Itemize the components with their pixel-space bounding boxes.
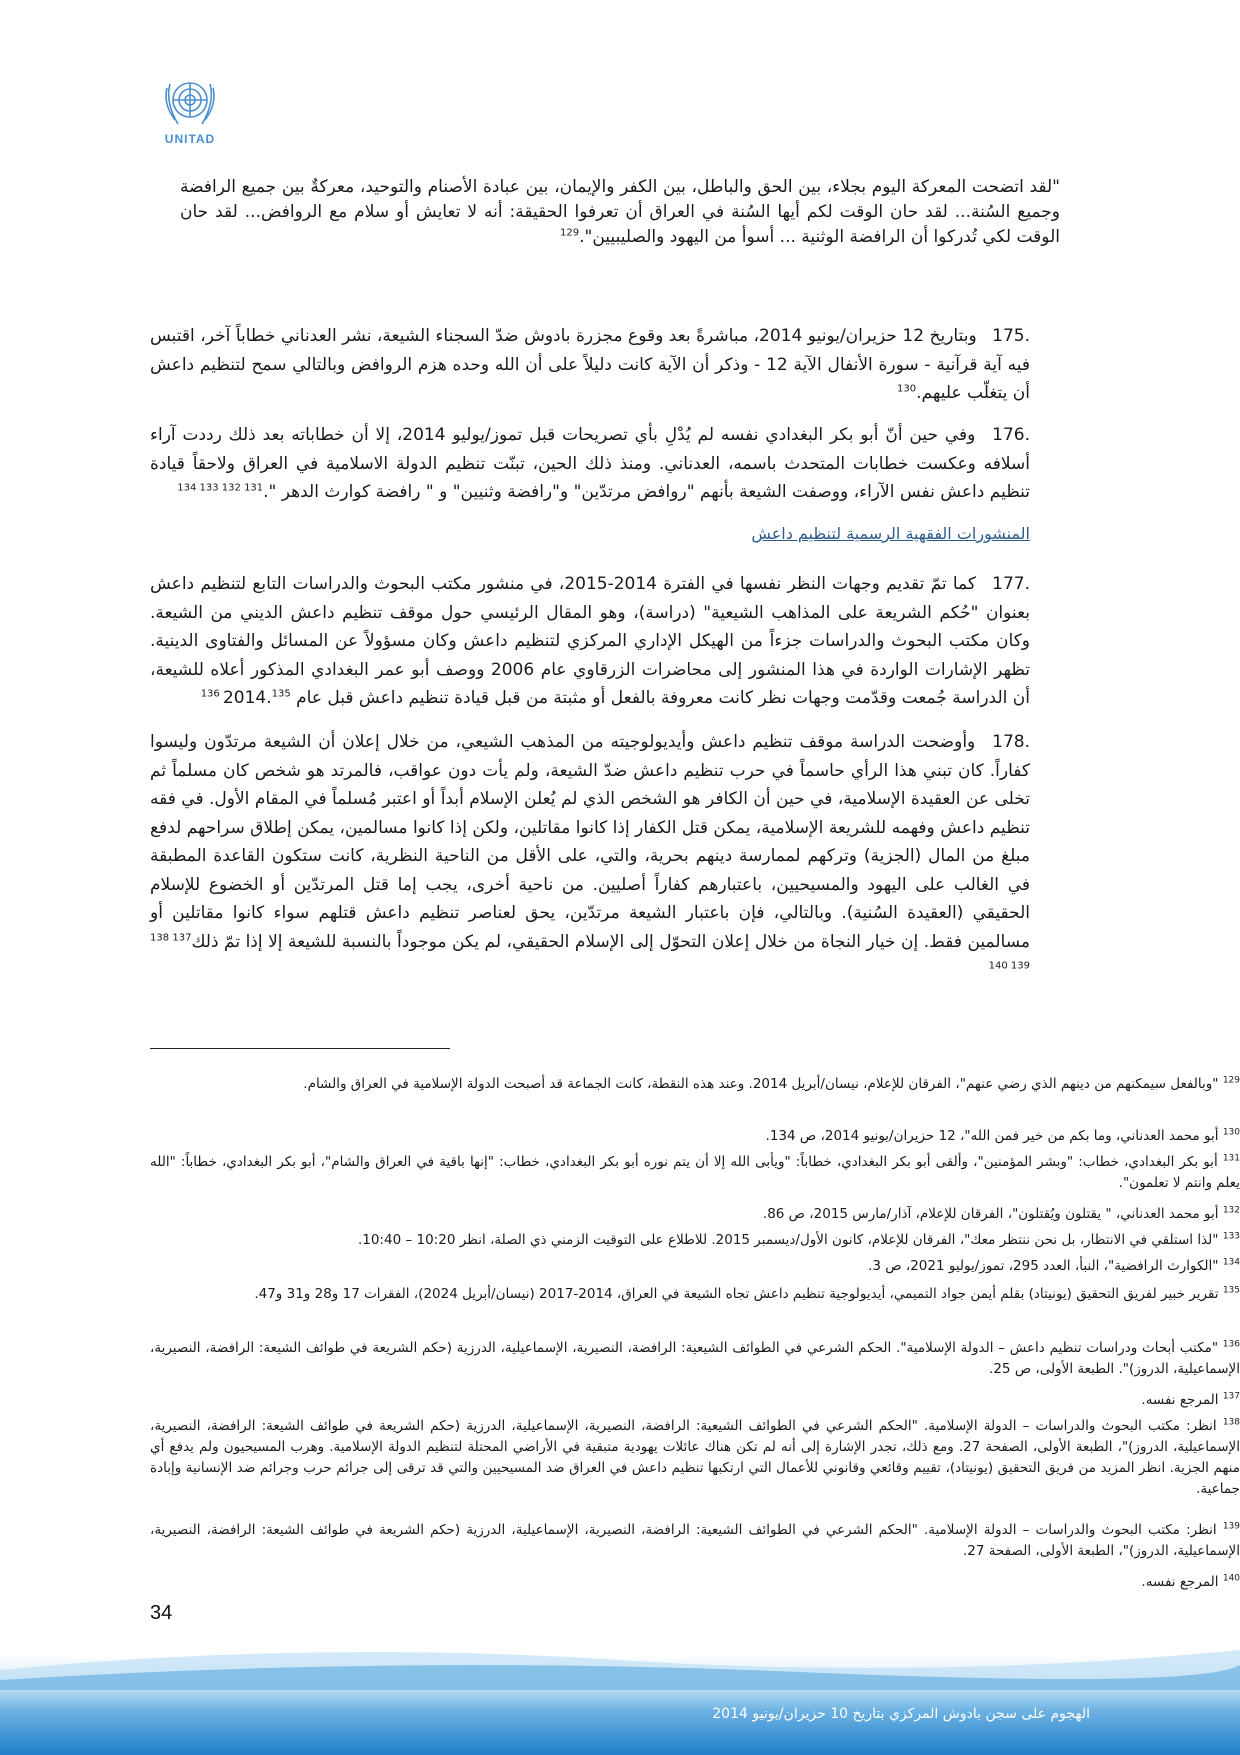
footnote-134 (150, 1256, 1240, 1277)
footnote-number: 133 (1222, 1231, 1240, 1242)
footnote-130 (150, 1126, 1240, 1147)
footnote-number: 135 (1222, 1285, 1240, 1296)
footnote-text: تقرير خبير لفريق التحقيق (يونيتاد) بقلم أيمن جواد التميمي، أيديولوجية تنظيم داعش تجاه الشيعة في العراق، 2014-2017 (نيسان/أبريل 2024)، الفقرات 17 و28 و31 و47. (254, 1286, 1219, 1302)
footnote-text: أبو محمد العدناني، وما بكم من خير فمن الله"، 12 حزيران/يونيو 2014، ص 134. (765, 1128, 1219, 1144)
paragraph-text: وفي حين أنّ أبو بكر البغدادي نفسه لم يُدْلِ بأي تصريحات قبل تموز/يوليو 2014، إلا أن خطاباته بعد ذلك رددت آراء أسلافه وعكست خطابات المتحدث باسمه، العدناني. ومنذ ذلك الحين، تبنّت تنظيم الدولة الاسلامية في العراق ولاحقاً قيادة تنظيم داعش نفس الآراء، ووصفت الشيعة بأنهم "روافض مرتدّين" و"رافضة وثنيين" و " رافضة كوارث الدهر ". (150, 425, 1030, 502)
footnote-text: المرجع نفسه. (1141, 1392, 1219, 1408)
footnote-number: 130 (1222, 1127, 1240, 1138)
quote-block (180, 175, 1060, 250)
un-emblem-icon (161, 74, 219, 130)
footnote-text: انظر: مكتب البحوث والدراسات – الدولة الإسلامية. "الحكم الشرعي في الطوائف الشيعية: الرافضة، النصيرية، الإسماعيلية، الدرزية (حكم الشريعة في طوائف الشيعة: الرافضة، النصيرية، الإسماعيلية، الدروز)"، الطبعة الأولى، الصفحة 27. ومع ذلك، تجدر الإشارة إلى أنه لم تكن هناك عائلات يهودية متبقية في الأراضي المحتلة لتنظيم الدولة الإسلامية. وهرب المسيحيون ولم يدفع أي منهم الجزية. انظر المزيد من فريق التحقيق (يونيتاد)، تقييم وقائعي وقانوني للأعمال التي ارتكبها تنظيم داعش في العراق ضد المسيحيين والتي قد ترقى إلى جرائم حرب وجرائم ضد الإنسانية وإبادة جماعية. (150, 1418, 1240, 1497)
footnote-ref[interactable]: 131 132 133 134 (177, 482, 264, 494)
footnote-ref[interactable]: 130 (897, 383, 917, 395)
footnote-135 (150, 1284, 1240, 1305)
footnote-text: انظر: مكتب البحوث والدراسات – الدولة الإسلامية. "الحكم الشرعي في الطوائف الشيعية: الرافضة، النصيرية، الإسماعيلية، الدرزية (حكم الشريعة في طوائف الشيعة: الرافضة، النصيرية، الإسماعيلية، الدروز)"، الطبعة الأولى، الصفحة 27. (150, 1522, 1240, 1559)
footnote-divider (150, 1048, 450, 1049)
footnote-number: 139 (1222, 1521, 1240, 1532)
footnote-text: المرجع نفسه. (1141, 1574, 1219, 1590)
footnote-ref[interactable]: 129 (560, 227, 580, 239)
paragraph-175 (150, 322, 1030, 408)
unitad-logo (150, 74, 230, 152)
footnote-number: 134 (1222, 1257, 1240, 1268)
footnote-number: 131 (1222, 1153, 1240, 1164)
paragraph-number: .176 (992, 425, 1030, 445)
footnote-text: أبو بكر البغدادي، خطاب: "وبشر المؤمنين"، وألقى أبو بكر البغدادي، خطاباً: "ويأبى الله إلا أن يتم نوره أبو بكر البغدادي، خطاب: "إنها باقية في العراق والشام"، أبو بكر البغدادي، خطاباً: "الله يعلم وانتم لا تعلمون". (150, 1154, 1240, 1191)
footnote-text: "الكوارث الرافضية"، النبأ، العدد 295، تموز/يوليو 2021، ص 3. (868, 1258, 1219, 1274)
footnote-136 (150, 1338, 1240, 1380)
footnote-text: "وبالفعل سيمكنهم من دينهم الذي رضي عنهم"، الفرقان للإعلام، نيسان/أبريل 2014. وعند هذه النقطة، كانت الجماعة قد أصبحت الدولة الإسلامية في العراق والشام. (303, 1076, 1219, 1092)
section-heading-text: المنشورات الفقهية الرسمية لتنظيم داعش (751, 524, 1030, 543)
footnote-ref[interactable]: 135 136 (200, 688, 291, 700)
paragraph-text: كما تمّ تقديم وجهات النظر نفسها في الفترة 2014-2015، في منشور مكتب البحوث والدراسات التابع لتنظيم داعش بعنوان "حُكم الشريعة على المذاهب الشيعية" (دراسة)، وهو المقال الرئيسي حول موقف تنظيم داعش الديني من الشيعة. وكان مكتب البحوث والدراسات جزءاً من الهيكل الإداري المركزي لتنظيم داعش وكان مسؤولاً عن المسائل والفتاوى الدينية. تظهر الإشارات الواردة في هذا المنشور إلى محاضرات الزرقاوي عام 2006 ووصف أبو عمر البغدادي المذكور أعلاه للشيعة، أن الدراسة جُمعت وقدّمت وجهات نظر كانت معروفة بالفعل أو مثبتة من قبل قيادة تنظيم داعش قبل عام 2014. (150, 574, 1031, 708)
page-number: 34 (150, 1602, 173, 1624)
paragraph-178 (150, 728, 1030, 985)
footnote-131 (150, 1152, 1240, 1194)
footnote-number: 137 (1222, 1391, 1240, 1402)
footnote-138 (150, 1416, 1240, 1500)
paragraph-text: وأوضحت الدراسة موقف تنظيم داعش وأيديولوجيته من المذهب الشيعي، من خلال إعلان أن الشيعة مرتدّون وليسوا كفاراً. كان تبني هذا الرأي حاسماً في حرب تنظيم داعش ضدّ الشيعة، ولم يأت دون عواقب، فالمرتد هو شخص كان مسلماً ثم تخلى عن العقيدة الإسلامية، في حين أن الكافر هو الشخص الذي لم يُعلن الإسلام أبداً أو اعتبر مُسلماً في المقام الأول. في فقه تنظيم داعش وفهمه للشريعة الإسلامية، يمكن قتل الكفار إذا كانوا مقاتلين، ولكن إذا كانوا مسالمين، يمكن إطلاق سراحهم لدفع مبلغ من المال (الجزية) وتركهم لممارسة دينهم بحرية، والتي، على الأقل من الناحية النظرية، كانت ستكون القاعدة المطبقة في الغالب على اليهود والمسيحيين، باعتبارهم كفاراً أصليين. من ناحية أخرى، يجب إما قتل المرتدّين أو الخضوع للإسلام الحقيقي (العقيدة السُنية). وبالتالي، فإن باعتبار الشيعة مرتدّين، يحق لعناصر تنظيم داعش قتلهم سواء كانوا مقاتلين أو مسالمين فقط. إن خيار النجاة من خلال إعلان التحوّل إلى الإسلام الحقيقي، لم يكن موجوداً بالنسبة للشيعة إلا إذا تمّ ذلك (150, 732, 1030, 952)
paragraph-text: وبتاريخ 12 حزيران/يونيو 2014، مباشرةً بعد وقوع مجزرة بادوش ضدّ السجناء الشيعة، نشر العدناني خطاباً آخر، اقتبس فيه آية قرآنية - سورة الأنفال الآية 12 - وذكر أن الآية كانت دليلاً على أن الله وحده هزم الروافض وبالتالي سمح لتنظيم داعش أن يتغلّب عليهم. (150, 326, 1030, 403)
footnote-text: أبو محمد العدناني، " يقتلون ويُقتلون"، الفرقان للإعلام، آذار/مارس 2015، ص 86. (762, 1206, 1219, 1222)
logo-text: UNITAD (164, 132, 216, 146)
paragraph-number: .178 (992, 732, 1030, 752)
footnote-text: "مكتب أبحاث ودراسات تنظيم داعش – الدولة الإسلامية". الحكم الشرعي في الطوائف الشيعية: الرافضة، النصيرية، الإسماعيلية، الدرزية (حكم الشريعة في طوائف الشيعة: الرافضة، النصيرية، الإسماعيلية، الدروز)". الطبعة الأولى، ص 25. (150, 1340, 1240, 1377)
footnote-text: "لذا استلقي في الانتظار، بل نحن ننتظر معك"، الفرقان للإعلام، كانون الأول/ديسمبر 2015. للاطلاع على التوقيت الزمني ذي الصلة، انظر 10:20 – 10:40. (357, 1232, 1219, 1248)
footer-title: الهجوم على سجن بادوش المركزي بتاريخ 10 حزيران/يونيو 2014 (712, 1706, 1090, 1722)
footnote-133 (150, 1230, 1240, 1251)
paragraph-176 (150, 421, 1030, 507)
quote-text: "لقد اتضحت المعركة اليوم بجلاء، بين الحق والباطل، بين الكفر والإيمان، بين عبادة الأصنام والتوحيد، معركةٌ بين جميع الرافضة وجميع السُنة... لقد حان الوقت لكم أيها السُنة في العراق أن تعرفوا الحقيقة: أنه لا تعايش أو سلام مع الروافض... لقد حان الوقت لكي تُدركوا أن الرافضة الوثنية ... أسوأ من اليهود والصليبيين". (180, 177, 1060, 247)
footnote-number: 138 (1222, 1417, 1240, 1428)
footnote-ref[interactable]: 137 138 139 140 (150, 931, 1030, 972)
footnote-number: 132 (1222, 1205, 1240, 1216)
footnote-129 (150, 1074, 1240, 1095)
section-heading (150, 524, 1030, 543)
footnote-140 (150, 1572, 1240, 1593)
footnote-number: 129 (1222, 1075, 1240, 1086)
footnote-139 (150, 1520, 1240, 1562)
footnote-number: 136 (1222, 1339, 1240, 1350)
footnote-137 (150, 1390, 1240, 1411)
footnote-132 (150, 1204, 1240, 1225)
footer-wave-graphic (0, 1630, 1240, 1690)
paragraph-number: .177 (992, 574, 1031, 594)
paragraph-177 (150, 570, 1030, 713)
paragraph-number: .175 (992, 326, 1031, 346)
footnote-number: 140 (1222, 1573, 1240, 1584)
